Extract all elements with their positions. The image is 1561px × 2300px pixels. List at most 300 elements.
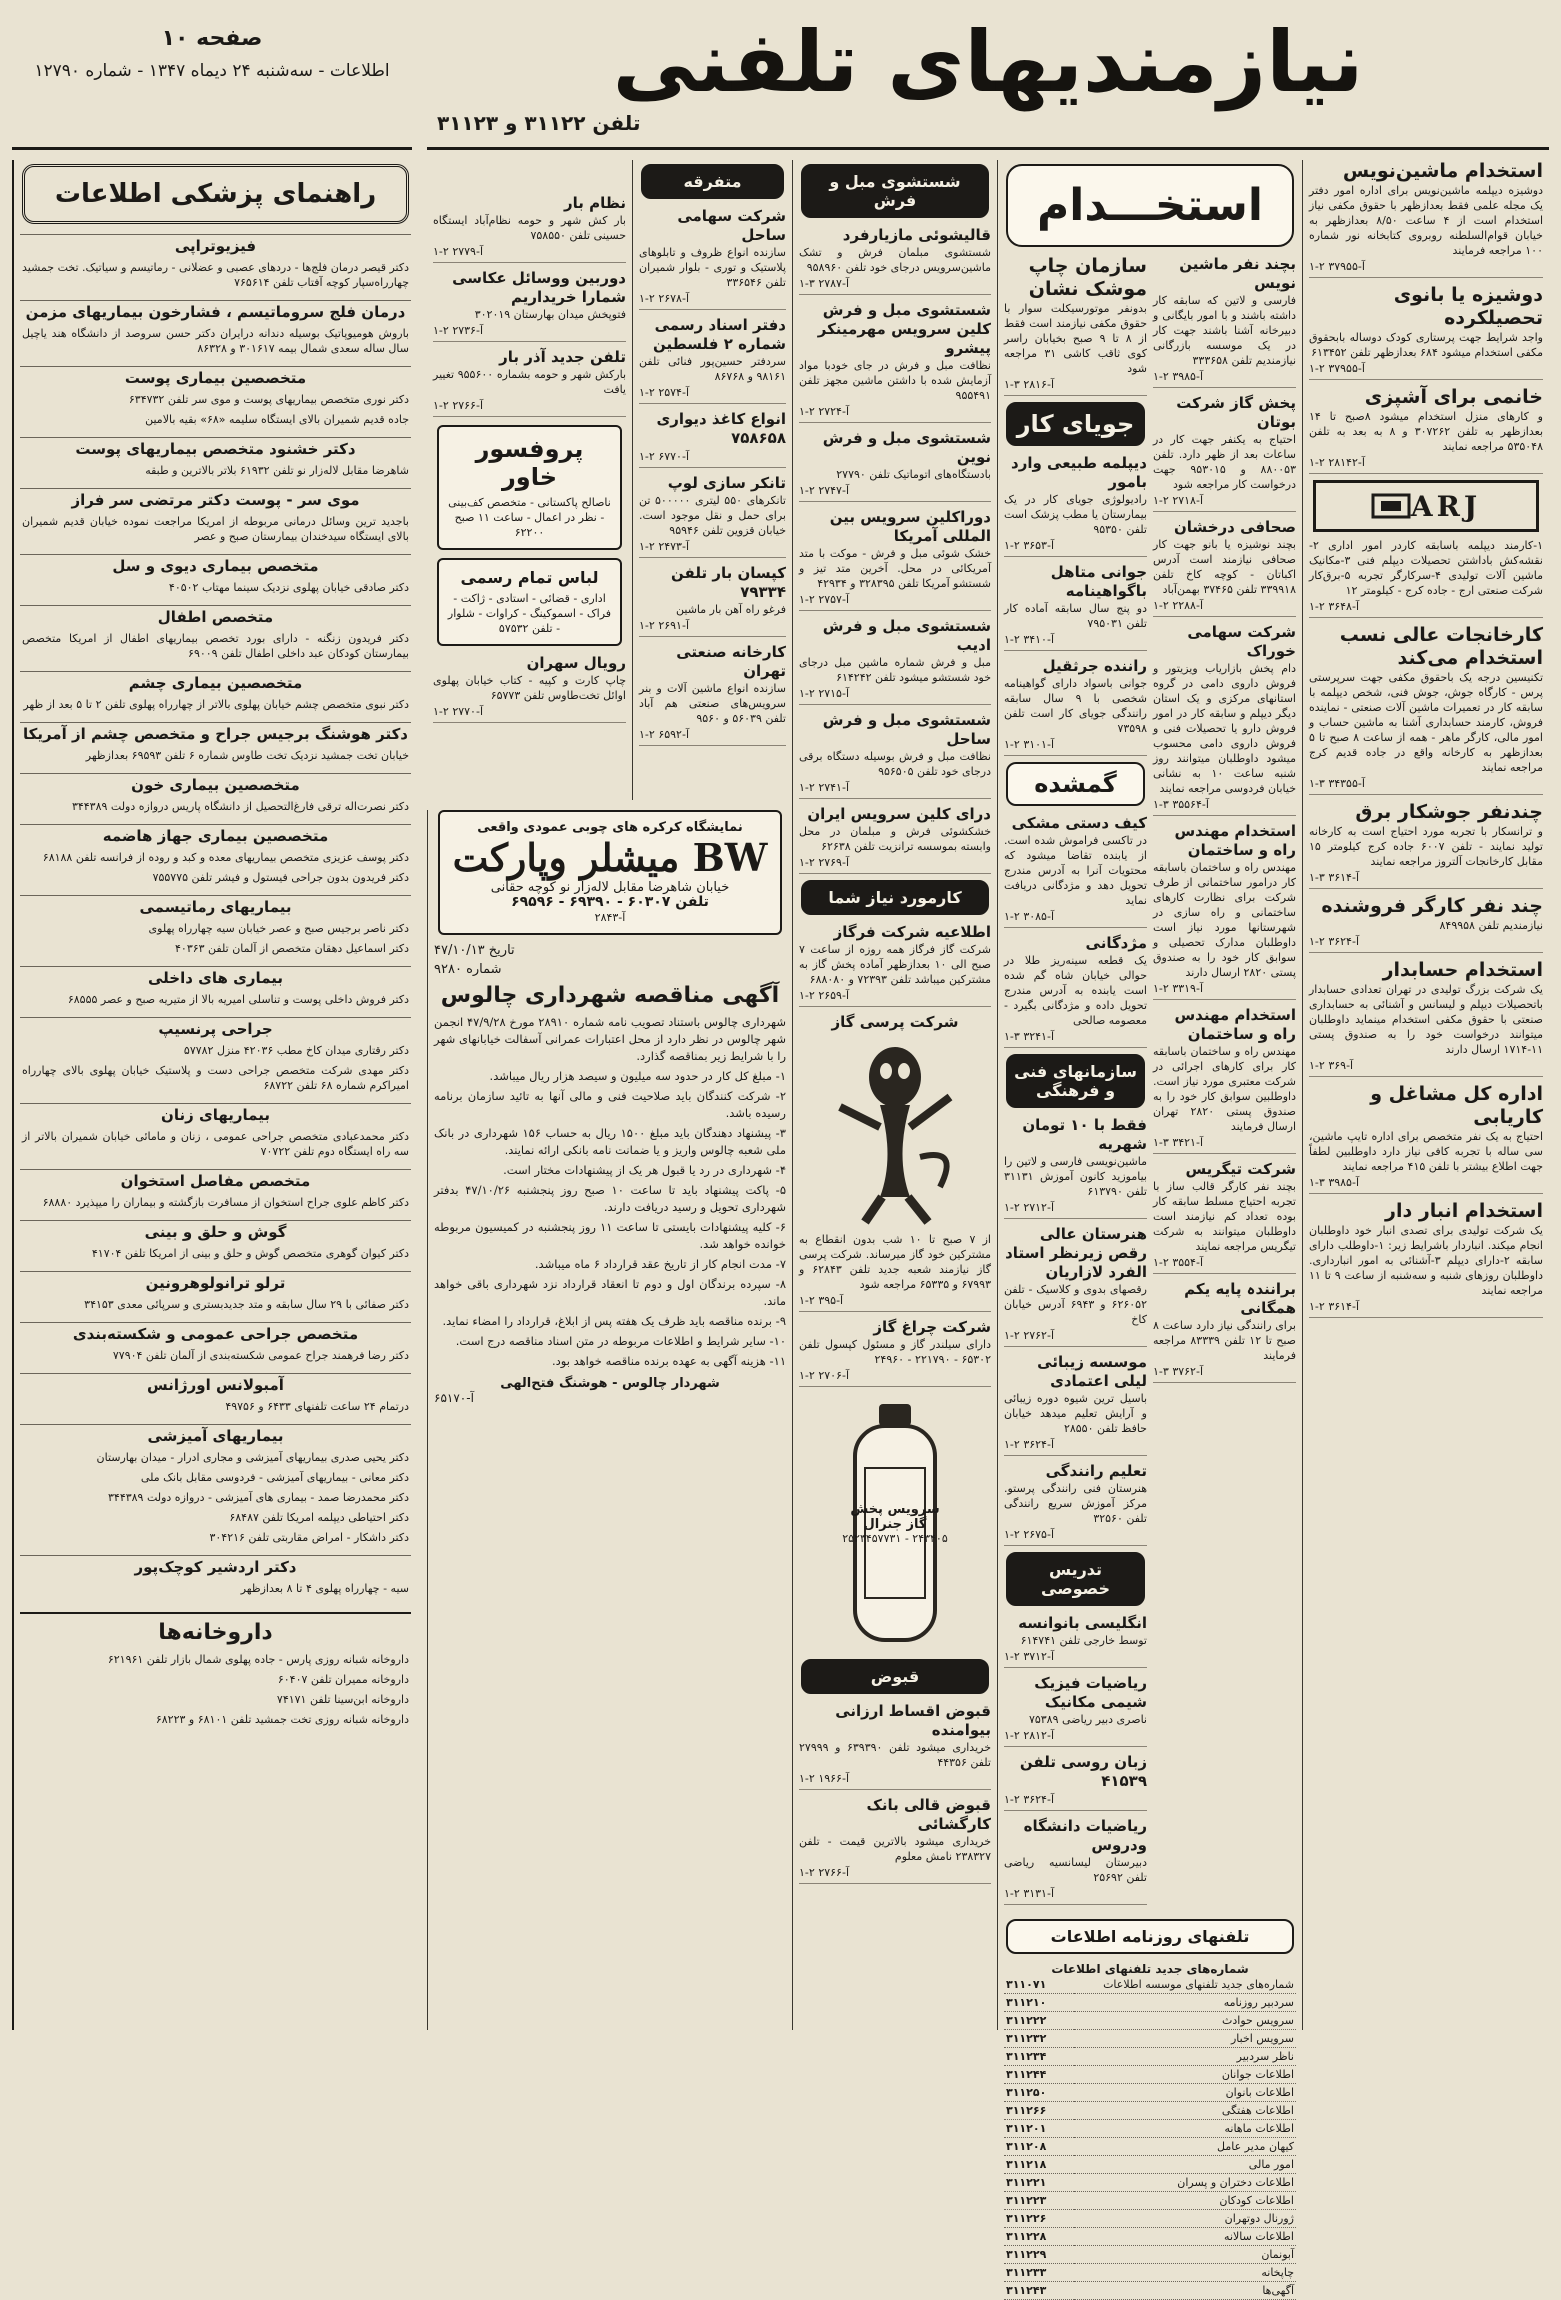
classified-ad-title: دوربین ووسائل عکاسی شمارا خریداریم — [452, 269, 626, 306]
phonebook-label: سرویس حوادث — [1074, 2012, 1296, 2030]
classified-ad-code: آ-۳۲۴۱ ۳-۱ — [1004, 1030, 1054, 1043]
notice-signature: شهردار چالوس - هوشنگ فتح‌الهی — [500, 1376, 720, 1391]
classified-ad-code: آ-۳۷۱۲ ۲-۱ — [1004, 1650, 1054, 1663]
classified-ad-body: احتیاج به یک نفر متخصص برای اداره تایپ ماشین، سی ساله با تجربه کافی نیاز دارد داوطلبین لطفاً جهت اطلاع بیشتر با تلفن ۴۱۵ مراجعه نمایند — [1309, 1130, 1543, 1173]
classified-ad-code: آ-۳۶۲۴ ۲-۱ — [1309, 935, 1359, 948]
classified-ad-title: تلفن جدید آذر بار — [499, 348, 626, 366]
medical-section-title: متخصصین بیماری جهاز هاضمه — [20, 824, 411, 847]
classified-ad-title: برانندہ پایه یکم همگانی — [1184, 1280, 1296, 1317]
bw-code: آ-۲۸۴۳ — [594, 911, 626, 924]
classified-ad-code: آ-۳۶۹ ۲-۱ — [1309, 1059, 1354, 1072]
phonebook-label: امور مالی — [1074, 2156, 1296, 2174]
classified-ad-title: پخش گاز شرکت بوتان — [1176, 394, 1296, 431]
phonebook-number: ۳۱۱۲۴۳ — [1004, 2282, 1074, 2300]
classified-ad-code: آ-۳۱۳۱ ۲-۱ — [1004, 1887, 1054, 1900]
banner-misc: متفرقه — [641, 164, 784, 199]
classified-ad-title: درای کلین سرویس ایران — [807, 805, 991, 823]
medical-section-title: دکتر اردشیر کوچک‌پور — [20, 1555, 411, 1578]
notice-paragraph: ۶- کلیه پیشنهادات بایستی تا ساعت ۱۱ روز پنجشنبه در کمیسیون مربوطه خوانده خواهد شد. — [434, 1220, 786, 1251]
profsu-code: ۶۲۲۰۰ — [514, 526, 545, 539]
classified-ad — [1004, 255, 1147, 396]
classified-ad — [799, 1702, 991, 1790]
banner-phonebook: تلفنهای روزنامه اطلاعات — [1006, 1919, 1294, 1954]
phonebook-label: اطلاعات ماهانه — [1074, 2120, 1296, 2138]
aram-ad — [1309, 538, 1543, 618]
newspaper-page — [12, 10, 1549, 2297]
classified-ad-title: چند نفر کارگر فروشنده — [1321, 895, 1543, 917]
classified-ad-code: آ-۲۸۱۲ ۲-۱ — [1004, 1729, 1054, 1742]
classified-ad — [639, 564, 786, 637]
profsu-body: ناصالح پاکستانی - متخصص کف‌بینی - نظر در اعمال - ساعت ۱۱ صبح — [448, 496, 611, 524]
notice-paragraph: ۳- پیشنهاد دهندگان باید مبلغ ۱۵۰۰ ریال به حساب ۱۵۶ شهرداری در بانک ملی شعبه چالوس واریز و یا ضمانت نامه بانکی ارائه نمایند. — [434, 1126, 786, 1157]
classified-ad-title: مژدگانی — [1085, 934, 1147, 952]
classified-ad-title: تعلیم رانندگی — [1045, 1462, 1147, 1480]
classified-ad-body: یک قطعه سینه‌ریز طلا در حوالی خیابان شاه گم شده است یابنده به آدرس مندرج تحویل داده و مژدگانی بگیرد - معصومه صالحی — [1004, 954, 1147, 1027]
classified-ad-body: دوشیزه دیپلمه ماشین‌نویس برای اداره امور دفتر یک مجله علمی فقط بعدازظهر با حقوق مکفی نیاز استخدام است از ۴ ساعت ۸/۵۰ بعدازظهر به خیابان قوام‌السلطنه روبروی کتابخانه نور شماره ۱۰۰ مراجعه فرمایند — [1309, 184, 1544, 257]
classified-ad-code: آ-۲۶۷۸ ۲-۱ — [639, 292, 689, 305]
phonebook-label: اطلاعات بانوان — [1074, 2084, 1296, 2102]
pharmacies-list — [20, 1651, 411, 1731]
classified-ad-body: نظافت مبل و فرش بوسیله دستگاه برقی درجای خود تلفن ۹۵۶۵۰۵ — [799, 750, 991, 778]
notice-date: تاریخ ۴۷/۱۰/۱۳ — [434, 943, 515, 958]
notice-paragraph: ۱- مبلغ کل کار در حدود سه میلیون و سیصد هزار ریال میباشد. — [489, 1069, 786, 1083]
classified-ad-title: قبوض قالی بانک کارگشائی — [866, 1796, 991, 1833]
classified-ad-title: تانکر سازی لوپ — [667, 474, 786, 492]
phonebook-row — [1004, 2138, 1296, 2156]
classified-ad-code: آ-۲۷۱۵ ۲-۱ — [799, 687, 849, 700]
classified-ad-title: راننده جرثقیل — [1042, 657, 1147, 675]
phonebook-label: ناظر سردبیر — [1074, 2048, 1296, 2066]
classified-ad — [799, 508, 991, 611]
aram-ad-body: ۱-کارمند دیپلمه باسابقه کاردر امور اداری ۲-نقشه‌کش باداشتن تحصیلات دیپلم فنی ۳-مکانیک ماشین آلات تولیدی ۴-سرکارگر تجربه ۵-برق‌کار شرکت صنعتی ارج - جاده کرج - کیلومتر ۱۲ — [1309, 539, 1543, 597]
classified-ad-body: شرکت گاز فرگاز همه روزه از ساعت ۷ صبح الی ۱۰ بعدازظهر آماده پخش گاز به مشترکین میباشد تلفن ۷۲۳۹۳ و ۶۸۸۰۸۰ — [799, 943, 991, 986]
classified-ad — [1309, 1083, 1543, 1194]
aram-logo-icon — [1371, 491, 1411, 521]
classified-ad-code: آ-۳۰۸۵ ۲-۱ — [1004, 910, 1054, 923]
classified-ad — [639, 410, 786, 468]
classified-ad — [1004, 1462, 1147, 1546]
medical-listing: دکتر رضا فرهمند جراح عمومی شکسته‌بندی از آلمان تلفن ۷۷۹۰۴ — [112, 1349, 409, 1362]
classified-ad-code: آ-۳۷۹۵۵ ۲-۱ — [1309, 362, 1365, 375]
medical-listing: دکتر یحیی صدری بیماریهای آمیزشی و مجاری ادرار - میدان بهارستان — [96, 1451, 409, 1464]
phonebook-row — [1004, 2066, 1296, 2084]
classified-ad-title: شستشوی مبل و فرش ساحل — [822, 711, 991, 748]
classified-ad — [1153, 822, 1296, 1000]
lost-list — [1004, 814, 1147, 1048]
classified-ad-body: بچند نفر کارگر قالب ساز با تجربه احتیاج مسلط سابقه کار بوده تعداد کم نیازمند است داوطلبان میتوانند به شرکت تیگریس مراجعه نمایند — [1153, 1180, 1296, 1253]
classified-ad-code: آ-۳۹۸۵ ۲-۱ — [1153, 370, 1203, 383]
column-5-ads — [433, 194, 626, 417]
classified-ad-title: نظام بار — [564, 194, 626, 212]
classified-ad — [1004, 1674, 1147, 1747]
classified-ad-title: کارخانه صنعتی تهران — [676, 643, 786, 680]
banner-tutoring: تدریس خصوصی — [1006, 1552, 1145, 1606]
chiragh-gas-ad — [799, 1318, 991, 1387]
medical-listing: دکتر قیصر درمان فلج‌ها - دردهای عصبی و عضلانی - رماتیسم و سیاتیک. تخت جمشید چهارراه‌سپار کوچه آفتاب تلفن ۷۶۵۶۱۴ — [22, 261, 409, 289]
medical-listing: دکتر نصرت‌اله ترقی فارغ‌التحصیل از دانشگاه پاریس دروازه دولت ۳۴۴۳۸۹ — [71, 800, 409, 813]
classified-ad-code: آ-۳۹۸۵ ۳-۱ — [1309, 1176, 1359, 1189]
medical-listing: دکتر معانی - بیماریهای آمیزشی - فردوسی مقابل بانک ملی — [140, 1471, 409, 1484]
classified-ad — [433, 348, 626, 417]
aram-ad-code: آ-۳۶۴۸ ۲-۱ — [1309, 600, 1359, 613]
classified-ad-body: یک شرکت تولیدی برای تصدی انبار خود داوطلبان انجام میکند. انباردار باشرایط زیر: ۱-داوطلب دارای سابقه ۲-دارای دیپلم ۳-آشنائی به امور انبارداری. داوطلبان روزهای شنبه و سه‌شنبه از ساعت ۹ تا ۱۱ مراجعه نمایند — [1309, 1224, 1543, 1297]
medical-listing: دکتر ناصر برجیس صبح و عصر خیابان سیه چهارراه پهلوی — [148, 922, 409, 935]
classified-ad-code: آ-۲۷۵۷ ۲-۱ — [799, 593, 849, 606]
persi-gas-code: آ-۳۹۵ ۲-۱ — [799, 1294, 844, 1307]
classified-ad-code: آ-۳۶۵۳ ۲-۱ — [1004, 539, 1054, 552]
phonebook-label: اطلاعات هفتگی — [1074, 2102, 1296, 2120]
medical-listing: دکتر فریدون بدون جراحی فیستول و فیشر تلفن ۷۵۵۷۷۵ — [152, 871, 409, 884]
medical-listing: دکتر رقتاری میدان کاخ مطب ۴۲۰۳۶ منزل ۵۷۷۸۲ — [183, 1044, 409, 1057]
classified-ad-body: فرغو راه آهن بار ماشین — [676, 603, 786, 616]
classified-ad-body: توسط خارجی تلفن ۶۱۴۷۴۱ — [1020, 1634, 1147, 1647]
classified-ad-body: شستشوی مبلمان فرش و تشک ماشین‌سرویس درجای خود تلفن ۹۵۸۹۶۰ — [799, 246, 991, 274]
classified-ad-title: کیف دستی مشکی — [1011, 814, 1147, 832]
chiragh-gas-body: دارای سیلندر گاز و مسئول کپسول تلفن ۶۵۳۰۲ - ۲۲۱۷۹۰ - ۲۴۹۶۰ — [799, 1338, 991, 1366]
classified-ad-body: سردفتر حسین‌پور فنائی تلفن ۹۸۱۶۱ و ۸۶۷۶۸ — [639, 355, 786, 383]
classified-ad-body: هنرستان فنی رانندگی پرستو. مرکز آموزش سریع رانندگی تلفن ۳۲۵۶۰ — [1004, 1482, 1147, 1525]
issue-date-line: اطلاعات - سه‌شنبه ۲۴ دیماه ۱۳۴۷ - شماره ۱۲۷۹۰ — [34, 61, 390, 81]
classified-ad-title: شستشوی مبل و فرش کلین سرویس مهرمینکر پیشرو — [817, 301, 991, 357]
classified-ad-title: ریاضیات دانشگاه ودروس — [1023, 1817, 1147, 1854]
classified-ad-body: بادستگاه‌های اتوماتیک تلفن ۲۷۷۹۰ — [836, 468, 991, 481]
phonebook-row — [1004, 2048, 1296, 2066]
classified-ad — [799, 1796, 991, 1884]
column-4 — [632, 160, 792, 800]
classified-ad-title: استخدام حسابدار — [1382, 959, 1543, 981]
masthead-phones: تلفن ۳۱۱۲۲ و ۳۱۱۲۳ — [437, 111, 641, 135]
classified-ad-body: مبل و فرش شماره ماشین مبل درجای خود شستشو میشود تلفن ۶۱۴۲۴۲ — [799, 656, 991, 684]
phonebook-label: شماره‌های جدید تلفنهای موسسه اطلاعات — [1074, 1976, 1296, 1994]
classified-ad-body: نیازمندیم تلفن ۸۴۹۹۵۸ — [1439, 919, 1543, 932]
classified-ad-code: آ-۲۸۱۴۲ ۲-۱ — [1309, 456, 1365, 469]
medical-listing: دکتر داشکار - امراض مقاربتی تلفن ۳۰۴۲۱۶ — [209, 1531, 409, 1544]
classified-ad-code: آ-۶۷۷۰ ۲-۱ — [639, 450, 689, 463]
medical-section-title: بیماری های داخلی — [20, 966, 411, 989]
classified-ad-body: فارسی و لاتین که سابقه کار داشته باشند و با امور بایگانی و دبیرخانه آشنا باشند جهت کار در یک موسسه بازرگانی نیازمندیم تلفن ۳۳۳۶۵۸ — [1153, 294, 1296, 367]
classified-ad — [1153, 623, 1296, 816]
banner-contract: کارمورد نیاز شما — [801, 880, 989, 915]
phonebook-number: ۳۱۱۲۳۴ — [1004, 2048, 1074, 2066]
classified-ad-body: بدونفر موتورسیکلت سوار با حقوق مکفی نیازمند است فقط از ۸ تا ۹ صبح بخیابان راسر کوی ثاقب کاشی ۳۱ مراجعه شود — [1004, 302, 1148, 375]
classified-ad — [1153, 255, 1296, 388]
medical-listing: باروش هومیوپاتیک بوسیله دندانه درایران دکتر حسن سروصد از دانشگاه هند یاچیل سال ساله سعدی شمال بیمه ۳۰۱۶۱۷ و ۸۶۳۲۸ — [22, 327, 409, 355]
classified-ad-code: آ-۲۴۷۳ ۲-۱ — [639, 540, 689, 553]
phonebook-label: سرویس اخبار — [1074, 2030, 1296, 2048]
pharmacies-heading: داروخانه‌ها — [20, 1612, 411, 1645]
classified-ad-code: آ-۲۸۱۶ ۳-۱ — [1004, 378, 1054, 391]
classified-ad-body: برای رانندگی نیاز دارد ساعت ۸ صبح تا ۱۲ تلفن ۸۳۳۳۹ مراجعه فرمایند — [1153, 1319, 1296, 1362]
medical-listing: شاهرضا مقابل لاله‌زار نو تلفن ۶۱۹۳۲ بلاتر بالاترین و طبقه — [145, 464, 409, 477]
loans-list — [799, 1702, 991, 1884]
classified-ad-body: یک شرکت بزرگ تولیدی در تهران تعدادی حسابدار باتحصیلات دیپلم و لیسانس و آشنائی به حسابداری صنعتی با حقوق مکفی استخدام مینماید داوطلبان میتوانند درخواست خود را به صندوق پستی ۱۱-۱۷۱۴ ارسال دارند — [1309, 983, 1543, 1056]
classified-ad-code: آ-۶۵۹۲ ۲-۱ — [639, 728, 689, 741]
classified-ad-body: نظافت مبل و فرش در جای خودبا مواد آزمایش شده با داشتن ماشین مجهز تلفن ۹۵۵۴۹۱ — [799, 359, 991, 402]
notice-code: آ-۶۵۱۷۰ — [434, 1391, 474, 1405]
classified-ad-code: آ-۲۷۴۷ ۲-۱ — [799, 484, 849, 497]
phonebook-number: ۳۱۱۲۱۸ — [1004, 2156, 1074, 2174]
classified-ad-body: مهندس راه و ساختمان باسابقه کار درامور ساختمانی از طرف شرکت برای نظارت کارهای ساختمانی و راه سازی در شهرستانها مورد نیاز است داوطلبان مدارک تحصیلی و سوابق کار خود را به صندوق پستی ۲۸۲۰ ارسال دارند — [1153, 861, 1296, 979]
classified-ad-title: قبوض اقساط ارزانی بیوامنده — [835, 1702, 991, 1739]
phonebook-label: آگهی‌ها — [1074, 2282, 1296, 2300]
medical-listing: دکتر پوسف عزیزی متخصص بیماریهای معده و کبد و روده از فرانسه تلفن ۶۸۱۸۸ — [42, 851, 409, 864]
masthead — [427, 10, 1549, 150]
gas-bottle-label: سرویس پخش گاز جنرال — [850, 1501, 940, 1532]
classified-ad — [799, 226, 991, 295]
banner-employment: استخـــدام — [1006, 164, 1294, 247]
classified-ad-title: استخدام ماشین‌نویس — [1342, 160, 1543, 182]
classified-ad — [799, 923, 991, 1007]
phonebook-row — [1004, 2012, 1296, 2030]
classified-ad — [1309, 284, 1543, 380]
royal-title: رویال سهران — [526, 654, 626, 672]
classified-ad — [1004, 814, 1147, 928]
banner-lost: گمشده — [1006, 762, 1145, 806]
classified-ad — [1004, 1116, 1147, 1219]
classified-ad-body: خریداری میشود بالاترین قیمت - تلفن ۲۳۸۳۲۷ نامش معلوم — [799, 1835, 991, 1863]
classified-ad — [433, 269, 626, 342]
classified-ad-title: اطلاعیه شرکت فرگاز — [833, 923, 991, 941]
banner-washing: شستشوی مبل و فرش — [801, 164, 989, 218]
medical-listing: دکتر صفائی با ۲۹ سال سابقه و متد جدیدبستری و سرپائی معدی ۳۴۱۵۳ — [84, 1298, 409, 1311]
classified-ad — [639, 474, 786, 558]
phonebook-number: ۳۱۱۲۲۳ — [1004, 2192, 1074, 2210]
classified-ad — [1309, 959, 1543, 1077]
classified-ad-body: خشکشوئی فرش و مبلمان در محل وابسته بموسسه ترانزیت تلفن ۶۲۶۳۸ — [799, 825, 991, 853]
phonebook-number: ۳۱۱۲۱۰ — [1004, 1994, 1074, 2012]
classified-ad-title: جوانی متاهل باگواهینامه — [1050, 563, 1147, 600]
classified-ad-title: انواع کاغذ دیواری ۷۵۸۶۵۸ — [656, 410, 786, 447]
notice-area — [427, 810, 792, 2030]
masthead-title: نیازمندیهای تلفنی — [612, 13, 1364, 111]
classified-ad-body: مهندس راه و ساختمان باسابقه کار برای کارهای اجرائی در شرکت معتبری مورد نیاز است. داوطلبین سوابق کار خود را به صندوق پستی ۲۸۲۰ تهران ارسال فرمایند — [1153, 1045, 1296, 1133]
classified-ad-body: تکنیسین درجه یک باحقوق مکفی جهت سرپرستی پرس - کارگاه جوش، جوش فنی، شخص دیپلمه با سابقه کار در تعمیرات ماشین آلات صنعتی - نماینده فروش، کارمند حسابداری آشنا به ماشین حساب و امور مالی، کارگر ماهر - همه از ساعت ۸ صبح تا ۵ بعدازظهر به کارخانه واقع در جاده قدیم کرج مراجعه نمایند — [1309, 671, 1543, 774]
phonebook-number: ۳۱۱۲۲۹ — [1004, 2246, 1074, 2264]
classified-ad-title: قالیشوئی مازیارفرد — [842, 226, 991, 244]
classified-ad-code: آ-۲۷۴۱ ۲-۱ — [799, 781, 849, 794]
medical-section-title: بیماریهای آمیزشی — [20, 1424, 411, 1447]
classified-ad-title: کپسان بار تلفن ۷۹۳۳۴ — [671, 564, 786, 601]
medical-listing: دکتر محمدرضا صمد - بیماری های آمیزشی - دروازه دولت ۳۴۴۳۸۹ — [108, 1491, 409, 1504]
phonebook-number: ۳۱۱۲۴۴ — [1004, 2066, 1074, 2084]
royal-ad — [433, 654, 626, 723]
phonebook-number: ۳۱۱۲۳۲ — [1004, 2030, 1074, 2048]
classified-ad — [1153, 394, 1296, 512]
classified-ad — [1309, 624, 1543, 795]
classified-ad-title: دوراکلین سرویس بین المللی آمریکا — [829, 508, 991, 545]
classified-ad-code: آ-۳۳۱۹ ۲-۱ — [1153, 982, 1203, 995]
persi-gas-body: از ۷ صبح تا ۱۰ شب بدون انقطاع به مشترکین خود گاز میرساند. شرکت پرسی گاز نیازمند شعبه جدید تلفن ۶۲۸۴۳ و ۶۷۹۹۳ و ۶۵۳۳۵ مراجعه شود — [799, 1233, 991, 1291]
banner-art-orgs: سازمانهای فنی و فرهنگی — [1006, 1054, 1145, 1108]
phonebook-number: ۳۱۱۰۷۱ — [1004, 1976, 1074, 1994]
classified-ad — [1309, 1200, 1543, 1318]
classified-ad-code: آ-۲۷۷۹ ۲-۱ — [433, 245, 483, 258]
classified-ad — [1004, 1225, 1147, 1347]
column-5-spacer — [433, 160, 626, 194]
classified-ad-title: انگلیسی بانوانسه — [1018, 1614, 1147, 1632]
notice-body — [434, 1014, 786, 1370]
classified-ad-code: آ-۲۷۱۲ ۲-۱ — [1004, 1201, 1054, 1214]
notice-number: شماره ۹۲۸۰ — [434, 962, 502, 977]
gas-bottle-text — [840, 1502, 950, 1545]
royal-body: چاپ کارت و کپیه - کتاب خیابان پهلوی اوائل تخت‌طاوس تلفن ۶۵۷۷۳ — [433, 674, 626, 702]
classified-ad — [1309, 895, 1543, 953]
classified-ad — [1004, 1353, 1147, 1456]
classified-ad-body: بچند نوشیزه یا بانو جهت کار صحافی نیازمند است آدرس اکباتان - کوچه کاخ تلفن ۳۳۹۹۱۸ تلفن ۳۷۴۶۵ بهمن‌آباد — [1153, 538, 1296, 596]
classified-ad — [1309, 160, 1543, 278]
phonebook-label: آبونمان — [1074, 2246, 1296, 2264]
classified-ad-body: بارکش شهر و حومه بشماره ۹۵۵۶۰۰ تغییر یافت — [433, 368, 626, 396]
classified-ad — [433, 194, 626, 263]
medical-section-title: متخصص اطفال — [20, 605, 411, 628]
column-5 — [427, 160, 632, 800]
medical-sections — [20, 234, 411, 1600]
bw-brand: میشلر وپارکت BW — [452, 835, 768, 880]
classified-ad-body: واجد شرایط جهت پرستاری کودک دوساله بابحقوق مکفی استخدام میشود ۶۸۴ بعدازظهر تلفن ۶۱۳۴۵۲ — [1309, 331, 1543, 359]
phonebook-table — [1004, 1976, 1296, 2300]
classified-ad-code: آ-۲۷۶۶ ۲-۱ — [799, 1866, 849, 1879]
phonebook-row — [1004, 2030, 1296, 2048]
phonebook-row — [1004, 2102, 1296, 2120]
classified-ad-body: باسیل ترین شیوه دوره زیبائی و آرایش تعلیم میدهد خیابان حافظ تلفن ۲۸۵۵۰ — [1004, 1392, 1147, 1435]
classified-ad-body: و ترانسکار با تجربه مورد احتیاج است به کارخانه تولید نمایند - تلفن ۶۰۰۷ جاده کرج کیلومتر ۱۵ مقابل کارخانجات آلتروز مراجعه نمایند — [1309, 825, 1543, 868]
classified-ad-code: آ-۳۷۶۲ ۳-۱ — [1153, 1365, 1203, 1378]
medical-section-title: گوش و حلق و بینی — [20, 1220, 411, 1243]
classified-ad-code: آ-۲۶۷۵ ۲-۱ — [1004, 1528, 1054, 1541]
classified-ad-body: دام پخش بازاریاب ویزیتور و فروش داروی دامی در گروه استانهای مرکزی و یک استان دیگر دیپلم و سابقه کار در امور فروش دارو یا تحصیلات فنی و فروش داروی دامی محسوب میشود داوطلبان میتوانند روز شنبه ساعت ۱۰ به نشانی خیابان فردوسی مراجعه نمایند — [1153, 662, 1296, 795]
bw-address: خیابان شاهرضا مقابل لاله‌زار نو کوچه حقانی — [490, 880, 730, 895]
classified-ad-body: دو پنج سال سابقه آماده کار تلفن ۷۹۵۰۳۱ — [1004, 602, 1147, 630]
pharmacy-listing: داروخانه ممیران تلفن ۶۰۴۰۷ — [277, 1673, 409, 1686]
pharmacy-listing: داروخانه ابن‌سینا تلفن ۷۴۱۷۱ — [276, 1693, 409, 1706]
classified-ad-title: استخدام مهندس راه و ساختمان — [1174, 822, 1296, 859]
medical-section-title: متخصصین بیماری پوست — [20, 366, 411, 389]
medical-listing: دکتر فریدون زنگنه - دارای بورد تخصص بیماریهای اطفال از امریکا متخصص بیمارستان کودکان عبد داخلی اطفال تلفن ۶۹۰۰۹ — [22, 632, 409, 660]
phonebook-row — [1004, 2156, 1296, 2174]
banner-job-seekers: جویای کار — [1006, 402, 1145, 446]
phonebook-row — [1004, 2120, 1296, 2138]
classified-ad-title: شستشوی مبل و فرش نوین — [822, 429, 991, 466]
classified-ad — [799, 711, 991, 799]
classified-ad — [639, 207, 786, 310]
phonebook-row — [1004, 2084, 1296, 2102]
medical-listing: دکتر کاظم علوی جراح استخوان از مسافرت بازگشته و بیماران را میپذیرد ۶۸۸۸۰ — [42, 1196, 409, 1209]
classified-ad — [1153, 1280, 1296, 1383]
medical-listing: دکتر فروش داخلی پوست و تناسلی امیریه بالا از متیریه صبح و عصر ۶۸۵۵۵ — [67, 993, 409, 1006]
column-2 — [997, 160, 1302, 2297]
classified-ad-code: آ-۳۷۹۵۵ ۲-۱ — [1309, 260, 1365, 273]
phonebook-row — [1004, 2264, 1296, 2282]
medical-listing: دکتر کیوان گوهری متخصص گوش و حلق و بینی از امریکا تلفن ۴۱۷۰۴ — [91, 1247, 409, 1260]
classified-ad-title: بچند نفر ماشین نویس — [1179, 255, 1296, 292]
profsu-ad — [437, 425, 622, 550]
medical-section-title: متخصص جراحی عمومی و شکسته‌بندی — [20, 1322, 411, 1345]
notice-paragraph: ۱۰- سایر شرایط و اطلاعات مربوطه در متن اسناد مناقصه درج است. — [455, 1334, 786, 1348]
medical-listing: باجدید ترین وسائل درمانی مربوطه از امریکا مراجعت نموده خیابان قدیم شمیران بالای ایستگاه سیدخندان بیمارستان صبح و عصر — [22, 515, 409, 543]
classified-ad-title: دیپلمه طبیعی وارد بامور — [1011, 454, 1147, 491]
formal-wear-title: لباس تمام رسمی — [460, 568, 599, 587]
classified-ad-code: آ-۲۵۷۴ ۲-۱ — [639, 386, 689, 399]
profsu-title: پروفسور خاور — [475, 435, 584, 491]
phonebook-number: ۳۱۱۲۶۶ — [1004, 2102, 1074, 2120]
classified-ad — [799, 617, 991, 705]
classified-ad-body: احتیاج به یکنفر جهت کار در ساعات بعد از ظهر دارد. تلفن ۸۸۰۰۵۳ و ۹۵۳۰۱۵ جهت درخواست کار مراجعه شود — [1153, 433, 1296, 491]
classified-ad — [1153, 518, 1296, 617]
notice-paragraph: شهرداری چالوس باستناد تصویب نامه شماره ۲۸۹۱۰ مورخ ۴۷/۹/۲۸ انجمن شهر چالوس در نظر دارد از محل اعتبارات عمرانی آسفالت خیابانهای شهر را با شرایط زیر بمناقصه گذارد. — [434, 1015, 786, 1063]
classified-ad-code: آ-۲۶۹۱ ۲-۱ — [639, 619, 689, 632]
employment-split — [1004, 255, 1296, 1911]
classified-ad-body: و کارهای منزل استخدام میشود ۸صبح تا ۱۴ بعدازظهر به تلفن ۳۰۷۲۶۲ و ۸ به بعد به تلفن ۵۳۵۰۴۸ مراجعه نمایند — [1309, 410, 1544, 453]
phonebook-number: ۳۱۱۲۲۲ — [1004, 2012, 1074, 2030]
phonebook-label: سردبیر روزنامه — [1074, 1994, 1296, 2012]
phonebook-label: اطلاعات جوانان — [1074, 2066, 1296, 2084]
classified-ad — [1153, 1006, 1296, 1154]
page-header-left — [12, 10, 412, 150]
medical-listing: خیابان تخت جمشید نزدیک تخت طاوس شماره ۶ تلفن ۶۹۵۹۳ بعدازظهر — [85, 749, 409, 762]
classified-ad-title: شرکت تیگریس — [1185, 1160, 1296, 1178]
classified-ad-code: آ-۲۷۲۴ ۲-۱ — [799, 405, 849, 418]
column-1-ads — [1309, 160, 1543, 474]
washing-list — [799, 226, 991, 874]
notice-paragraph: ۱۱- هزینه آگهی به عهده برنده مناقصه خواهد بود. — [552, 1354, 786, 1368]
persi-gas-ad — [799, 1013, 991, 1312]
classified-ad-body: ماشین‌نویسی فارسی و لاتین را بیاموزید کانون آموزش ۳۱۱۳۱ تلفن ۶۱۳۷۹۰ — [1004, 1155, 1147, 1198]
classified-ad-code: آ-۲۷۱۸ ۲-۱ — [1153, 494, 1203, 507]
phonebook-number: ۳۱۱۲۳۳ — [1004, 2264, 1074, 2282]
medical-section-title: متخصص بیماری دیوی و سل — [20, 554, 411, 577]
classified-ad — [1004, 563, 1147, 651]
column-3 — [792, 160, 997, 2030]
gas-bottle-figure — [799, 1393, 991, 1653]
column-1-ads-2 — [1309, 624, 1543, 1318]
classified-ad-title: استخدام مهندس راه و ساختمان — [1174, 1006, 1296, 1043]
bw-phones: تلفن ۶۰۳۰۷ - ۶۹۳۹۰ - ۶۹۵۹۶ — [511, 894, 709, 910]
medical-section-title: ترلو ترانولوهرونین — [20, 1271, 411, 1294]
classified-ad-title: خانمی برای آشپزی — [1364, 386, 1543, 408]
classified-ad-code: آ-۲۷۶۹ ۲-۱ — [799, 856, 849, 869]
notice-paragraph: ۵- پاکت پیشنهاد باید تا ساعت ۱۰ صبح روز پنجشنبه ۴۷/۱۰/۲۶ بدفتر شهرداری تحویل و رسید دریافت دارند. — [434, 1183, 786, 1214]
classified-ad-code: آ-۳۴۳۵۵ ۳-۱ — [1309, 777, 1365, 790]
classified-ad-code: آ-۳۵۵۴ ۲-۱ — [1153, 1256, 1203, 1269]
classified-ad-body: دبیرستان لیسانسیه ریاضی تلفن ۲۵۶۹۲ — [1004, 1856, 1147, 1884]
phonebook-subtitle: شماره‌های جدید تلفنهای اطلاعات — [1051, 1962, 1249, 1976]
phonebook-label: چاپخانه — [1074, 2264, 1296, 2282]
classified-ad-code: آ-۱۹۶۶ ۲-۱ — [799, 1772, 849, 1785]
notice-paragraph: ۷- مدت انجام کار از تاریخ عقد قرارداد ۶ ماه میباشد. — [534, 1257, 786, 1271]
pharmacy-listing: داروخانه شبانه روزی تخت جمشید تلفن ۶۸۱۰۱ و ۶۸۲۲۳ — [155, 1713, 409, 1726]
classified-ad-code: آ-۳۴۱۰ ۲-۱ — [1004, 633, 1054, 646]
classified-ad-body: سازنده انواع ظروف و تابلوهای پلاستیک و توری - بلوار شمیران تلفن ۳۳۶۵۴۶ — [639, 246, 786, 289]
employment-left-ads — [1004, 255, 1147, 396]
medical-section-title: بیماریهای زنان — [20, 1103, 411, 1126]
column-1 — [1302, 160, 1549, 2030]
medical-section-title: دکتر هوشنگ برجیس جراح و متخصص چشم از آمریکا — [20, 722, 411, 745]
pharmacy-listing: داروخانه شبانه روزی پارس - جاده پهلوی شمال بازار تلفن ۶۲۱۹۶۱ — [107, 1653, 409, 1666]
classified-ad-title: موسسه زیبائی لیلی اعتمادی — [1037, 1353, 1147, 1390]
medical-section-title: موی سر - پوست دکتر مرتضی سر فراز — [20, 488, 411, 511]
classified-ad-title: هنرستان عالی رقص زیرنظر استاد الفرد لازاریان — [1005, 1225, 1147, 1281]
banner-loans: قبوض — [801, 1659, 989, 1694]
medical-listing: دکتر احتیاطی دیپلمه امریکا تلفن ۶۸۴۸۷ — [229, 1511, 409, 1524]
classified-ad-code: آ-۳۱۰۱ ۲-۱ — [1004, 738, 1054, 751]
phonebook-row — [1004, 2228, 1296, 2246]
classified-ad — [1004, 934, 1147, 1048]
classified-ad-title: شرکت سهامی خوراک — [1187, 623, 1296, 660]
notice-paragraph: ۲- شرکت کنندگان باید صلاحیت فنی و مالی آنها به تائید سازمان برنامه رسیده باشد. — [434, 1089, 786, 1120]
medical-listing: درتمام ۲۴ ساعت تلفنهای ۶۴۳۳ و ۴۹۷۵۶ — [225, 1400, 409, 1413]
classified-ad — [1309, 801, 1543, 889]
classified-ad — [1004, 1753, 1147, 1811]
